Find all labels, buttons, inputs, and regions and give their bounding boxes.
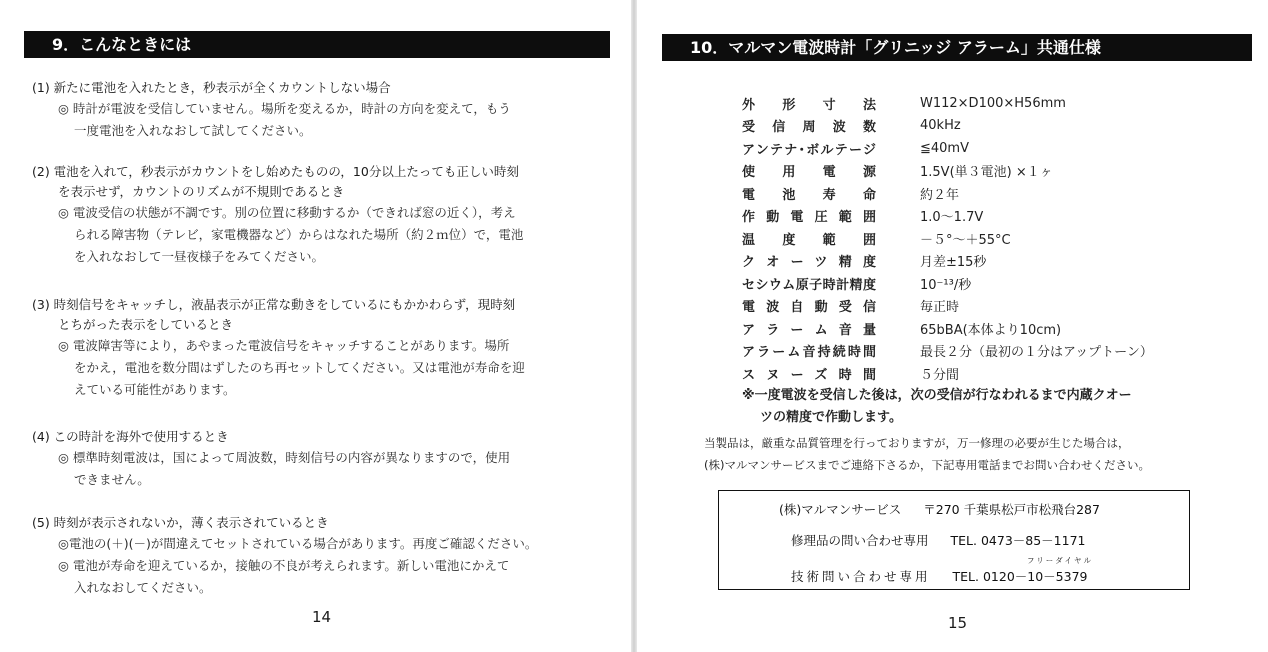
- spec-row-cesium-accuracy: [742, 272, 1153, 295]
- spec-value: 10⁻¹³/秒: [920, 277, 972, 293]
- spec-label: 温度範囲: [742, 232, 876, 248]
- spec-value: 毎正時: [920, 300, 960, 316]
- spec-value: W112×D100×H56mm: [920, 95, 1066, 111]
- question-text: とちがった表示をしているとき: [58, 317, 234, 332]
- spec-row-snooze-time: [742, 362, 1153, 385]
- troubleshoot-item-2: [32, 162, 612, 268]
- page-number: 15: [948, 614, 968, 632]
- section-title-troubleshooting: 9．こんなときには: [24, 31, 610, 58]
- troubleshoot-item-3: [32, 295, 612, 401]
- repair-phone: TEL. 0473－85－1171: [950, 533, 1086, 548]
- answer-text: えている可能性があります。: [74, 382, 236, 397]
- spec-row-alarm-duration: [742, 340, 1153, 363]
- answer-text: ◎電池の(＋)(－)が間違えてセットされている場合があります。再度ご確認ください。: [58, 536, 538, 551]
- answer-text: られる障害物（テレビ，家電機器など）からはなれた場所（約２ｍ位）で，電池: [74, 227, 524, 242]
- spec-value: 月差±15秒: [920, 255, 987, 271]
- answer-text: ◎ 時計が電波を受信していません。場所を変えるか，時計の方向を変えて，もう: [58, 101, 511, 116]
- free-dial-furigana: フリーダイヤル: [1027, 556, 1093, 565]
- spec-value: 約２年: [920, 187, 960, 203]
- spec-row-frequency: [742, 115, 1153, 138]
- question-text: (5) 時刻が表示されないか，薄く表示されているとき: [32, 515, 329, 530]
- spec-value: 1.5V(単３電池) ×１ヶ: [920, 165, 1053, 181]
- question-text: (3) 時刻信号をキャッチし，液晶表示が正常な動きをしているにもかかわらず，現時刻: [32, 297, 516, 312]
- spec-value: 最長２分（最初の１分はアップトーン）: [920, 345, 1153, 361]
- spec-note: ツの精度で作動します。: [760, 409, 902, 425]
- disclaimer-line: 当製品は，厳重な品質管理を行っておりますが，万一修理の必要が生じた場合は，: [704, 436, 1130, 450]
- spec-note: ※一度電波を受信した後は，次の受信が行なわれるまで内蔵クオー: [742, 387, 1132, 403]
- tech-contact-line: [791, 567, 1088, 585]
- spec-row-alarm-volume: [742, 317, 1153, 340]
- spec-label: アラーム音量: [742, 322, 876, 338]
- troubleshoot-item-4: [32, 427, 612, 491]
- right-page: [634, 0, 1268, 652]
- repair-contact-line: [791, 531, 1086, 549]
- spec-value: 40kHz: [920, 118, 961, 134]
- answer-text: ◎ 電池が寿命を迎えているか，接触の不良が考えられます。新しい電池にかえて: [58, 558, 510, 573]
- answer-text: ◎ 電波障害等により，あやまった電波信号をキャッチすることがあります。場所: [58, 338, 510, 353]
- answer-text: ◎ 標準時刻電波は，国によって周波数，時刻信号の内容が異なりますので，使用: [58, 450, 511, 465]
- repair-label: 修理品の問い合わせ専用: [791, 533, 929, 548]
- question-text: (1) 新たに電池を入れたとき，秒表示が全くカウントしない場合: [32, 80, 391, 95]
- company-address-line: [779, 500, 1100, 518]
- answer-text: ◎ 電波受信の状態が不調です。別の位置に移動するか（できれば窓の近く），考え: [58, 205, 516, 220]
- spec-row-battery-life: [742, 182, 1153, 205]
- tech-phone: TEL. 0120－10－5379: [952, 569, 1088, 584]
- spec-value: ５分間: [920, 367, 960, 383]
- spec-row-antenna-voltage: [742, 137, 1153, 160]
- spec-label: アラーム音持続時間: [742, 345, 876, 361]
- spec-label: スヌーズ時間: [742, 367, 876, 383]
- spec-label: セシウム原子時計精度: [742, 277, 876, 293]
- spec-label: 使用電源: [742, 165, 876, 181]
- answer-text: を入れなおして一昼夜様子をみてください。: [74, 249, 325, 264]
- spec-row-dimensions: [742, 92, 1153, 115]
- spec-label: 作動電圧範囲: [742, 210, 876, 226]
- spec-label: アンテナ･ボルテージ: [742, 142, 876, 158]
- spec-row-power-source: [742, 160, 1153, 183]
- spec-label: 外形寸法: [742, 97, 876, 113]
- section-title-specifications: 10．マルマン電波時計「グリニッジ アラーム」共通仕様: [662, 34, 1252, 61]
- question-text: (4) この時計を海外で使用するとき: [32, 429, 229, 444]
- spec-label: 受信周波数: [742, 120, 876, 136]
- question-text: を表示せず，カウントのリズムが不規則であるとき: [58, 184, 345, 199]
- page-number: 14: [312, 608, 332, 626]
- troubleshoot-item-1: [32, 78, 612, 142]
- spec-label: 電池寿命: [742, 187, 876, 203]
- disclaimer-text: [704, 432, 1150, 476]
- answer-text: 入れなおしてください。: [74, 580, 212, 595]
- spec-table: [742, 92, 1153, 429]
- company-name: (株)マルマンサービス: [779, 502, 902, 517]
- spec-row-auto-reception: [742, 295, 1153, 318]
- spec-label: 電波自動受信: [742, 300, 876, 316]
- question-text: (2) 電池を入れて，秒表示がカウントをし始めたものの，10分以上たっても正しい時刻: [32, 164, 519, 179]
- spec-row-temperature-range: [742, 227, 1153, 250]
- tech-label: 技術問い合わせ専用: [791, 569, 931, 584]
- disclaimer-line: (株)マルマンサービスまでご連絡下さるか，下記専用電話までお問い合わせください。: [704, 458, 1150, 472]
- answer-text: をかえ，電池を数分間はずしたのち再セットしてください。又は電池が寿命を迎: [74, 360, 525, 375]
- spec-value: ≦40mV: [920, 140, 969, 156]
- spec-row-voltage-range: [742, 205, 1153, 228]
- spec-label: クオーツ精度: [742, 255, 876, 271]
- spec-value: 1.0～1.7V: [920, 210, 984, 226]
- company-address: 〒270 千葉県松戸市松飛台287: [923, 502, 1100, 517]
- answer-text: できません。: [74, 472, 150, 487]
- answer-text: 一度電池を入れなおして試してください。: [74, 123, 312, 138]
- contact-box: [718, 490, 1190, 590]
- spec-row-quartz-accuracy: [742, 250, 1153, 273]
- troubleshoot-item-5: [32, 513, 612, 599]
- spec-value: 65bBA(本体より10cm): [920, 322, 1062, 338]
- spec-value: －５°～＋55°C: [920, 232, 1011, 248]
